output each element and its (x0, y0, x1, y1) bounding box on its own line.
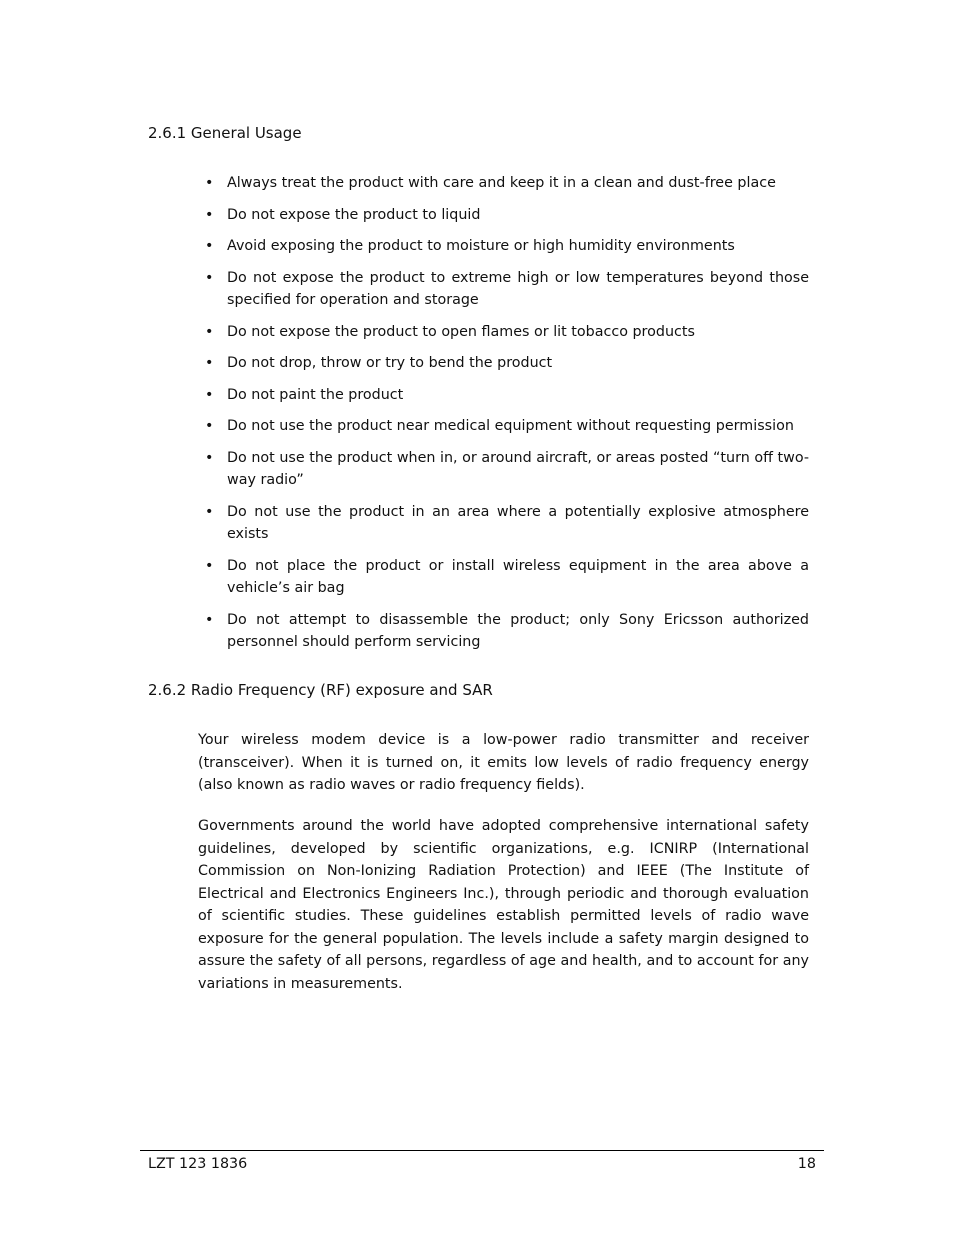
list-item (205, 204, 809, 227)
footer-doc-number: LZT 123 1836 (148, 1156, 248, 1172)
list-item-text: Do not use the product in an area where a potentially explosive atmosphere exists (227, 503, 809, 542)
list-item (205, 384, 809, 407)
list-item (205, 235, 809, 258)
bullet-icon: • (205, 206, 214, 223)
footer-divider (140, 1150, 824, 1151)
bullet-icon: • (205, 418, 214, 434)
bullet-icon: • (205, 355, 214, 371)
list-item (205, 172, 809, 195)
bullet-icon: • (205, 238, 214, 254)
list-item-text: Avoid exposing the product to moisture or high humidity environments (227, 238, 735, 254)
paragraph-safety-guidelines: Governments around the world have adopted comprehensive international safety guidelines, developed by scientific organizations, e.g. ICNIRP (International Commission on Non-Ionizing Radiation Protection) and IEEE (The Institute of Electrical and Electronics Engineers Inc.), through periodic and thorough evaluation of scientific studies. These guidelines establish permitted levels of radio wave exposure for the general population. The levels include a safety margin designed to assure the safety of all persons, regardless of age and health, and to account for any variations in measurements. (198, 818, 809, 992)
list-item (205, 555, 809, 600)
list-item-text: Do not paint the product (227, 386, 404, 403)
bullet-icon: • (205, 323, 214, 340)
list-item-text: Always treat the product with care and keep it in a clean and dust-free place (227, 175, 776, 191)
list-item (205, 501, 809, 546)
list-item-text: Do not drop, throw or try to bend the product (227, 355, 553, 371)
list-item (205, 447, 809, 492)
general-usage-list (205, 172, 809, 663)
bullet-icon: • (205, 175, 214, 191)
bullet-icon: • (205, 269, 214, 286)
list-item-text: Do not expose the product to liquid (227, 206, 481, 223)
list-item (205, 609, 809, 654)
list-item (205, 415, 809, 438)
bullet-icon: • (205, 386, 214, 403)
list-item (205, 267, 809, 312)
list-item (205, 321, 809, 344)
list-item-text: Do not use the product when in, or around aircraft, or areas posted “turn off two-way radio” (227, 449, 809, 488)
footer-page-number: 18 (797, 1156, 816, 1172)
list-item-text: Do not place the product or install wireless equipment in the area above a vehicle’s air bag (227, 557, 809, 596)
list-item-text: Do not expose the product to extreme high or low temperatures beyond those specified for operation and storage (227, 269, 809, 308)
paragraph-rf-intro: Your wireless modem device is a low-power radio transmitter and receiver (transceiver). When it is turned on, it emits low levels of radio frequency energy (also known as radio waves or radio frequency fields). (198, 732, 809, 793)
bullet-icon: • (205, 503, 214, 520)
section-heading-rf-exposure: 2.6.2 Radio Frequency (RF) exposure and SAR (148, 681, 493, 699)
bullet-icon: • (205, 449, 214, 466)
section-heading-general-usage: 2.6.1 General Usage (148, 124, 302, 142)
bullet-icon: • (205, 557, 214, 574)
bullet-icon: • (205, 611, 214, 628)
list-item (205, 352, 809, 375)
list-item-text: Do not attempt to disassemble the product; only Sony Ericsson authorized personnel should perform servicing (227, 611, 809, 650)
list-item-text: Do not use the product near medical equipment without requesting permission (227, 418, 794, 434)
list-item-text: Do not expose the product to open flames or lit tobacco products (227, 323, 695, 340)
